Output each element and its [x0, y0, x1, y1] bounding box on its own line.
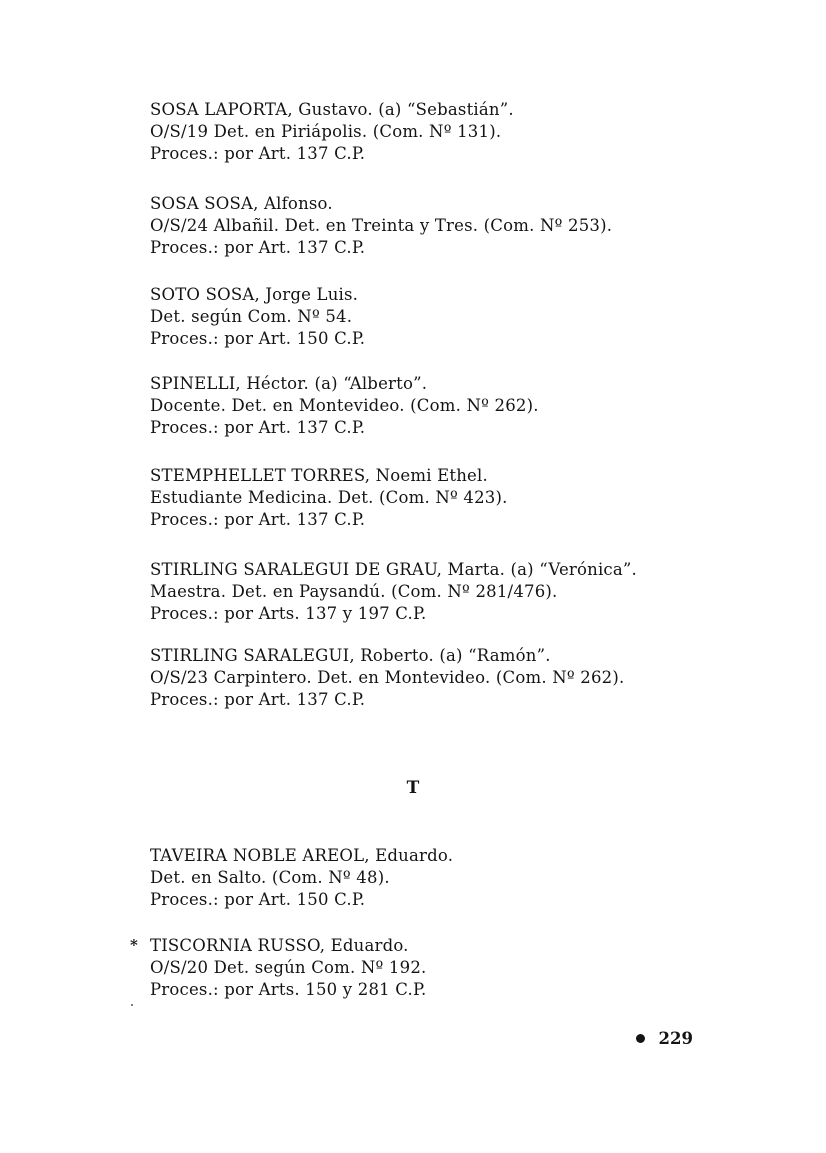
entry-line: Proces.: por Art. 137 C.P. [150, 510, 366, 529]
entry-line: STIRLING SARALEGUI DE GRAU, Marta. (a) “Verónica”. [150, 560, 637, 579]
entry-soto-sosa [150, 284, 365, 350]
entry-line: Proces.: por Arts. 137 y 197 C.P. [150, 604, 427, 623]
entry-stirling-saralegui [150, 645, 624, 711]
page-footer [636, 1029, 693, 1048]
entry-line: Det. según Com. Nº 54. [150, 307, 353, 326]
bullet-icon [636, 1034, 645, 1043]
entry-line: O/S/23 Carpintero. Det. en Montevideo. (Com. Nº 262). [150, 668, 625, 687]
entry-line: SOTO SOSA, Jorge Luis. [150, 285, 359, 304]
entry-line: Proces.: por Arts. 150 y 281 C.P. [150, 980, 427, 999]
entry-line: Proces.: por Art. 150 C.P. [150, 890, 366, 909]
entry-line: STIRLING SARALEGUI, Roberto. (a) “Ramón”. [150, 646, 551, 665]
section-letter-heading: T [406, 778, 420, 798]
entry-sosa-sosa [150, 193, 612, 259]
print-speck [131, 1004, 133, 1006]
entry-sosa-laporta [150, 99, 514, 165]
entry-line: SPINELLI, Héctor. (a) “Alberto”. [150, 374, 428, 393]
entry-line: TAVEIRA NOBLE AREOL, Eduardo. [150, 846, 454, 865]
entry-line: O/S/20 Det. según Com. Nº 192. [150, 958, 427, 977]
entry-line: Estudiante Medicina. Det. (Com. Nº 423). [150, 488, 508, 507]
entry-line: TISCORNIA RUSSO, Eduardo. [150, 936, 409, 955]
entry-line: Proces.: por Art. 137 C.P. [150, 418, 366, 437]
entry-spinelli [150, 373, 539, 439]
entry-taveira-noble-areol [150, 845, 453, 911]
entry-line: O/S/19 Det. en Piriápolis. (Com. Nº 131). [150, 122, 502, 141]
entry-tiscornia-russo [150, 935, 426, 1001]
entry-line: Docente. Det. en Montevideo. (Com. Nº 262). [150, 396, 539, 415]
entry-line: STEMPHELLET TORRES, Noemi Ethel. [150, 466, 488, 485]
entry-line: Proces.: por Art. 137 C.P. [150, 238, 366, 257]
entry-line: SOSA LAPORTA, Gustavo. (a) “Sebastián”. [150, 100, 514, 119]
entry-line: Det. en Salto. (Com. Nº 48). [150, 868, 390, 887]
entry-stemphellet-torres [150, 465, 508, 531]
entry-line: Proces.: por Art. 137 C.P. [150, 690, 366, 709]
entry-stirling-saralegui-de-grau [150, 559, 637, 625]
page-number: 229 [658, 1029, 693, 1048]
asterisk-marker: * [130, 936, 138, 954]
entry-line: SOSA SOSA, Alfonso. [150, 194, 333, 213]
entry-line: Maestra. Det. en Paysandú. (Com. Nº 281/476). [150, 582, 558, 601]
entry-line: Proces.: por Art. 137 C.P. [150, 144, 366, 163]
entry-line: O/S/24 Albañil. Det. en Treinta y Tres. (Com. Nº 253). [150, 216, 613, 235]
entry-line: Proces.: por Art. 150 C.P. [150, 329, 366, 348]
